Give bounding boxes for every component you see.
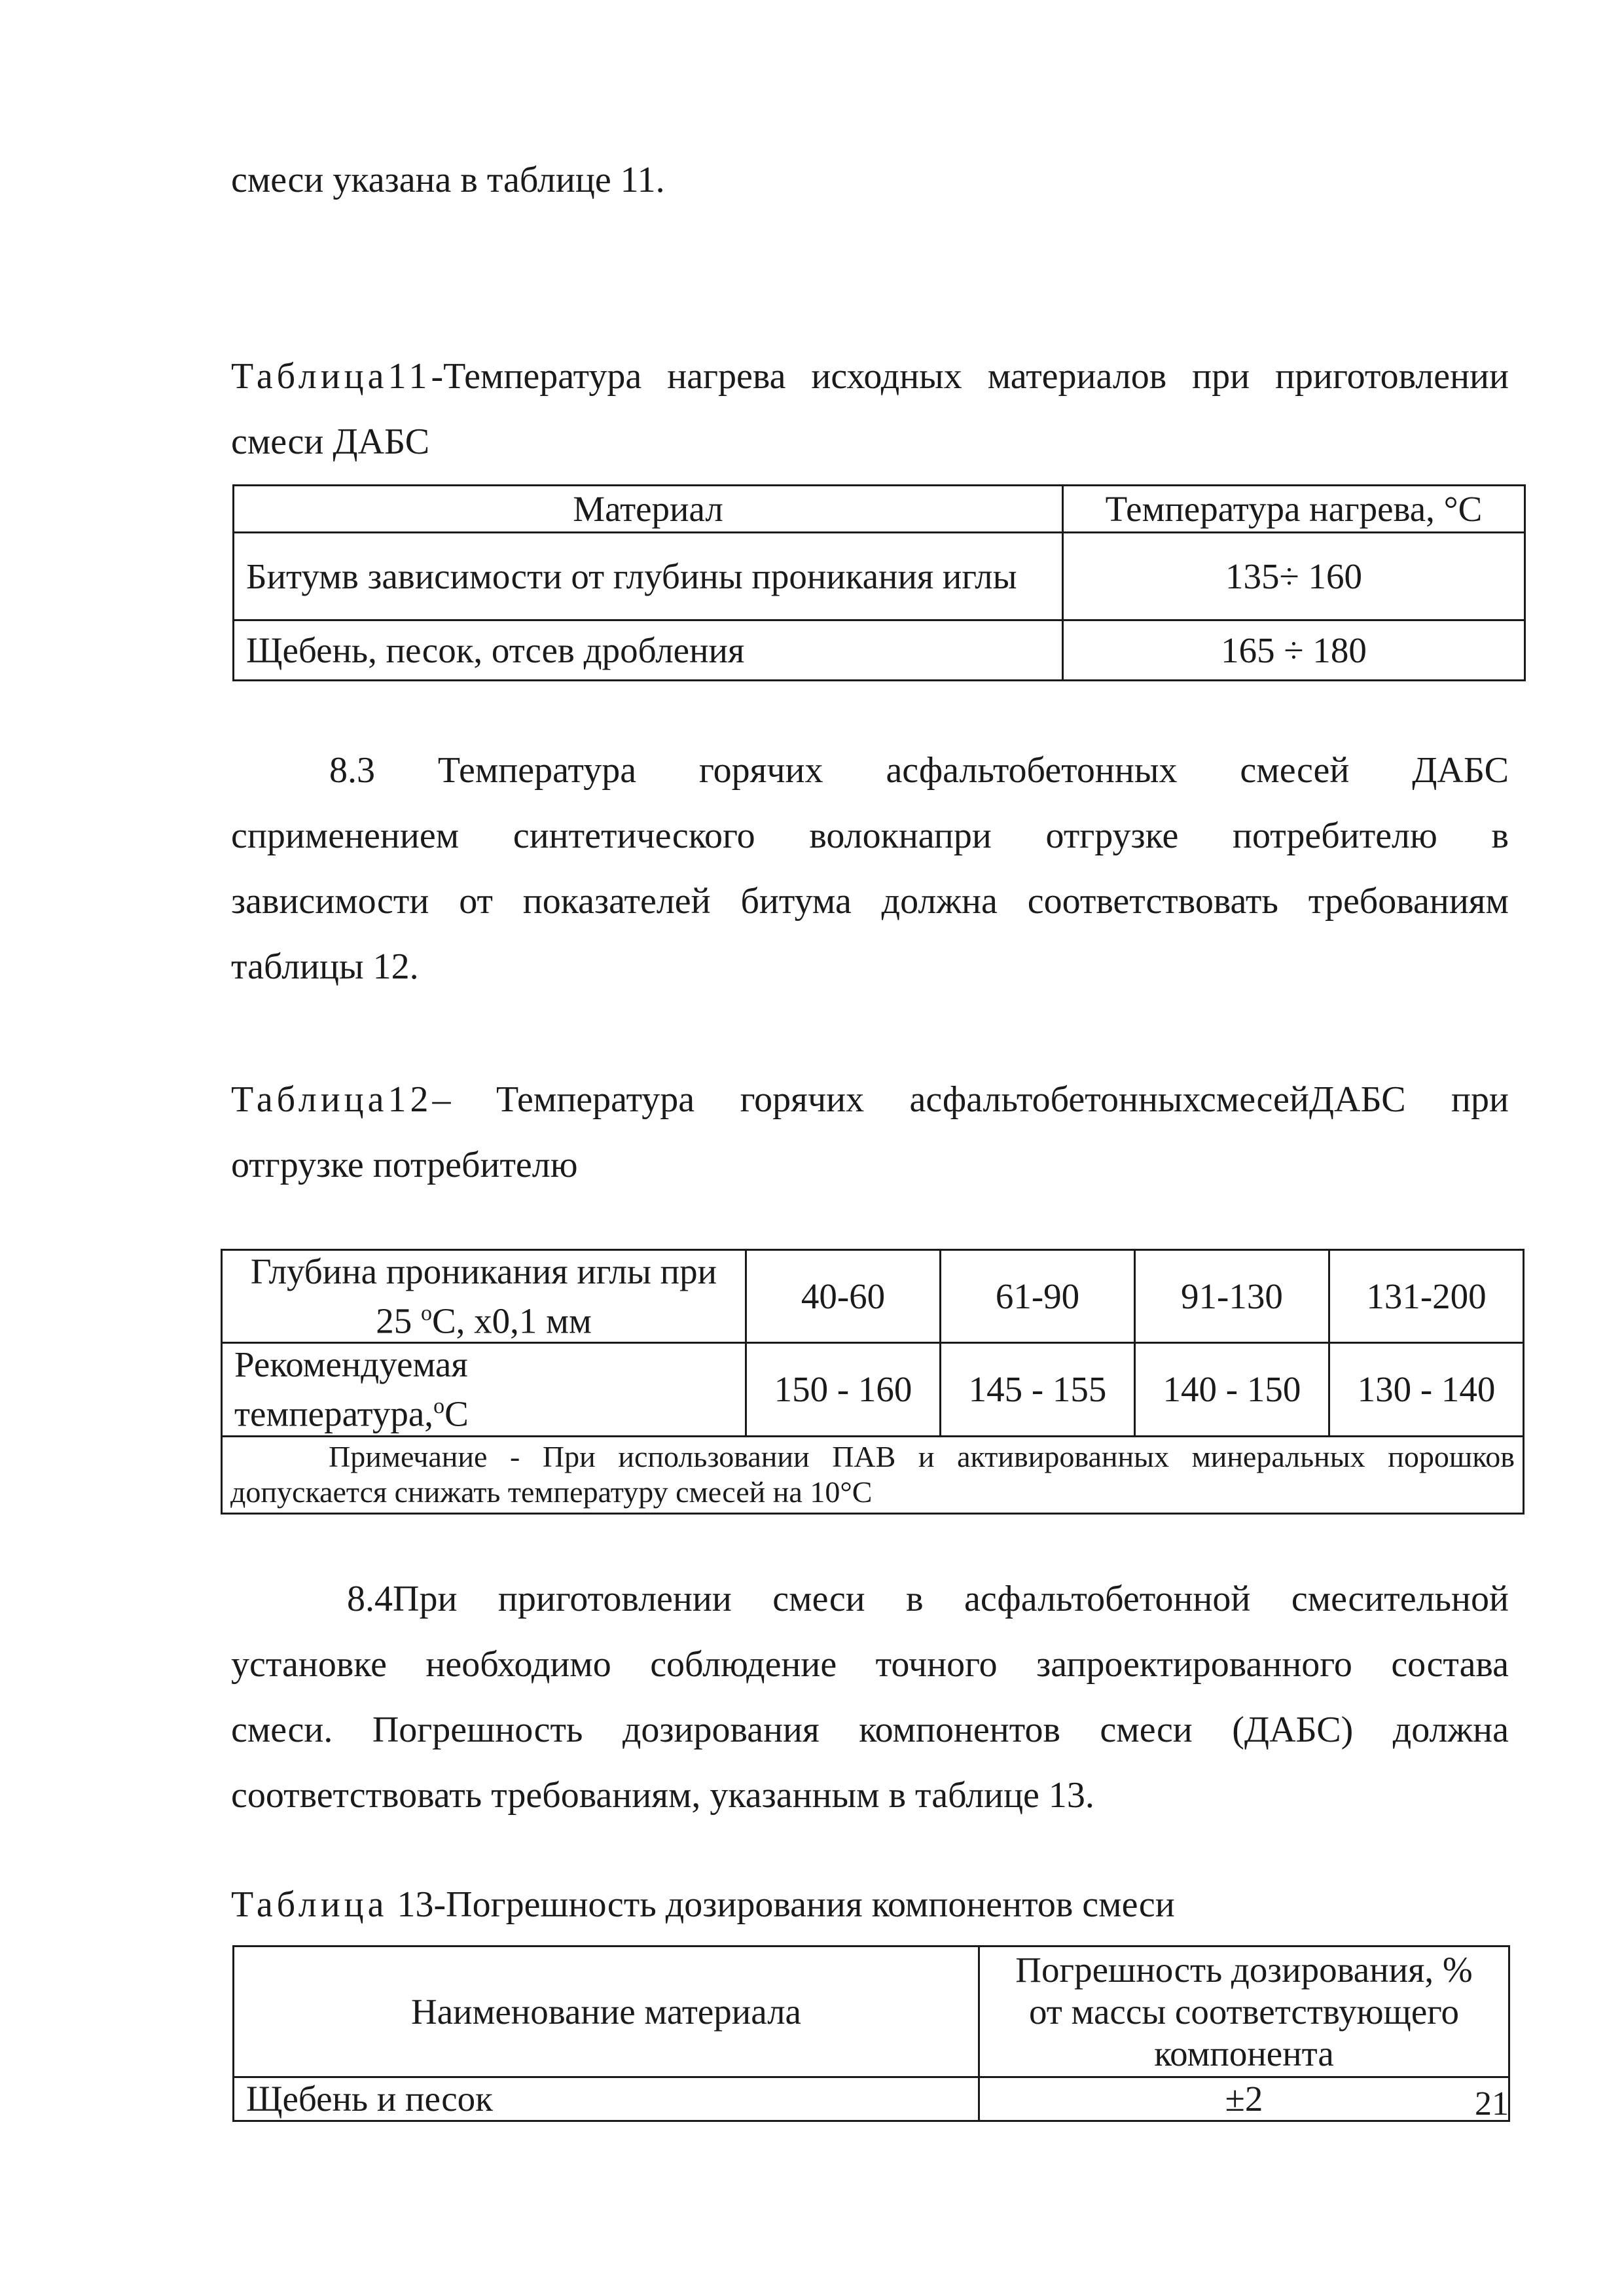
para-8-3-line-1: 8.3 Температура горячих асфальтобетонных смесей ДАБС: [329, 750, 1509, 791]
header-line: от массы соответствующего: [1029, 1991, 1459, 2032]
table11-header-material: Материал: [234, 486, 1063, 533]
note-line-2: допускается снижать температуру смесей на 10°С: [230, 1475, 873, 1509]
table13-cell-error: ±2: [979, 2077, 1509, 2121]
table12-depth-cell: 40-60: [746, 1250, 941, 1343]
temp-label-word: температура,: [234, 1393, 434, 1434]
page-number: 21: [1475, 2085, 1509, 2123]
table-row: [222, 1250, 1524, 1343]
header-line: компонента: [1154, 2033, 1334, 2073]
table13-header-row: [234, 1946, 1509, 2077]
temp-label-unit: С: [444, 1393, 469, 1434]
depth-label-value: 25: [376, 1300, 421, 1341]
table13-caption-rest: 13-Погрешность дозирования компонентов смеси: [388, 1884, 1175, 1925]
header-line: Погрешность дозирования, %: [1015, 1949, 1473, 1990]
table11-caption-rest: -Температура нагрева исходных материалов при приготовлении: [431, 356, 1509, 397]
table11-cell-material: Щебень, песок, отсев дробления: [234, 620, 1063, 681]
table12-label-temp: [222, 1343, 746, 1436]
table12-note: [222, 1436, 1524, 1513]
table12-depth-cell: 131-200: [1329, 1250, 1523, 1343]
table11-caption-line2: смеси ДАБС: [231, 422, 430, 462]
para-8-3-line-4: таблицы 12.: [231, 946, 419, 987]
table13-caption-word: Таблица: [231, 1884, 388, 1925]
table11-cell-temp: 135÷ 160: [1063, 533, 1525, 620]
para-8-4-line-4: соответствовать требованиям, указанным в таблице 13.: [231, 1775, 1094, 1816]
intro-text: смеси указана в таблице 11.: [231, 160, 665, 200]
table13-caption: [231, 1872, 1509, 1937]
table12-depth-cell: 91-130: [1134, 1250, 1329, 1343]
table12-depth-cell: 61-90: [940, 1250, 1134, 1343]
temp-label-text: Рекомендуемая: [234, 1344, 468, 1385]
table11-caption-word: Таблица11: [231, 356, 431, 397]
table12-temp-cell: 150 - 160: [746, 1343, 941, 1436]
table11-header-row: [234, 486, 1525, 533]
table12-caption-word: Таблица12: [231, 1079, 433, 1120]
note-line-1: Примечание - При использовании ПАВ и активированных минеральных порошков: [329, 1440, 1515, 1474]
table12-caption: [231, 1067, 1509, 1132]
depth-label-text: Глубина проникания иглы при: [250, 1251, 717, 1291]
table12-note-row: [222, 1436, 1524, 1513]
table-row: [234, 620, 1525, 681]
table11-cell-material: Битумв зависимости от глубины проникания иглы: [234, 533, 1063, 620]
table-12: [221, 1249, 1525, 1515]
table13-header-material: Наименование материала: [234, 1946, 979, 2077]
table12-temp-cell: 130 - 140: [1329, 1343, 1523, 1436]
table12-caption-line2: отгрузке потребителю: [231, 1145, 578, 1185]
para-8-3-line-3: зависимости от показателей битума должна соответствовать требованиям: [231, 881, 1509, 922]
table-row: [234, 533, 1525, 620]
table-row: [222, 1343, 1524, 1436]
table12-temp-cell: 140 - 150: [1134, 1343, 1329, 1436]
para-8-4-line-2: установке необходимо соблюдение точного запроектированного состава: [231, 1644, 1509, 1685]
table-11: [232, 484, 1526, 681]
table13-cell-material: Щебень и песок: [234, 2077, 979, 2121]
table11-cell-temp: 165 ÷ 180: [1063, 620, 1525, 681]
table11-header-temp: Температура нагрева, °С: [1063, 486, 1525, 533]
table-row: [234, 2077, 1509, 2121]
table12-temp-cell: 145 - 155: [940, 1343, 1134, 1436]
table-13: [232, 1945, 1510, 2122]
para-8-4-line-3: смеси. Погрешность дозирования компонентов смеси (ДАБС) должна: [231, 1710, 1509, 1750]
depth-label-unit: С, х0,1 мм: [431, 1300, 592, 1341]
para-8-4-line-1: 8.4При приготовлении смеси в асфальтобетонной смесительной: [347, 1579, 1509, 1619]
table12-caption-rest: – Температура горячих асфальтобетонныхсмесейДАБС при: [432, 1079, 1509, 1120]
para-8-3-line-2: сприменением синтетического волокнапри отгрузке потребителю в: [231, 816, 1509, 856]
degree-sup: о: [420, 1301, 432, 1325]
degree-sup: о: [433, 1394, 445, 1419]
table11-caption: [231, 344, 1509, 409]
table13-header-error: [979, 1946, 1509, 2077]
table12-label-depth: [222, 1250, 746, 1343]
